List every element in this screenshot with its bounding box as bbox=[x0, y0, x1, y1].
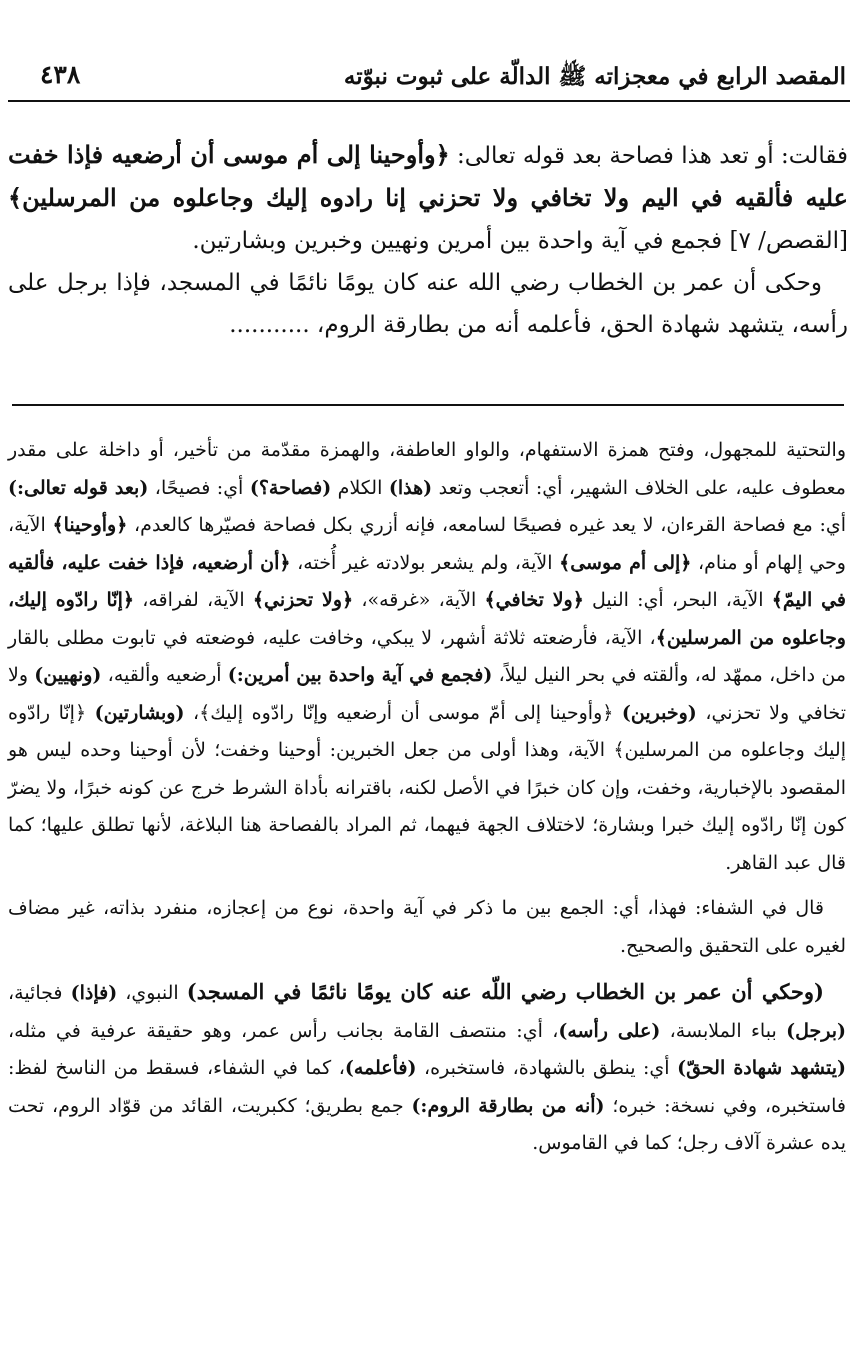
bold-lemma: (أنه من بطارقة الروم:) bbox=[411, 1094, 605, 1117]
bold-lemma: (يتشهد شهادة الحقّ) bbox=[677, 1057, 846, 1079]
commentary-run: ، أي: منتصف القامة بجانب رأس عمر، وهو حقيقة عرفية في مثله، bbox=[8, 1019, 559, 1042]
commentary-run: ولا تخافي ولا تحزني، bbox=[8, 664, 846, 724]
bold-lemma: (فأعلمه) bbox=[344, 1057, 417, 1079]
commentary-run: ، الآية، فأرضعته ثلاثة أشهر، لا يبكي، وخافت عليه، فوضعته في تابوت مطلى بالقار من داخل، ممهّد له، وألقته في بحر النيل ليلاً، bbox=[8, 626, 846, 686]
commentary-run: أي: فصيحًا، bbox=[148, 476, 250, 499]
footnote-separator bbox=[12, 404, 844, 406]
bold-lemma: (على رأسه) bbox=[558, 1019, 661, 1042]
running-header bbox=[8, 56, 850, 102]
commentary bbox=[8, 432, 846, 1163]
commentary-paragraph-3 bbox=[8, 973, 846, 1163]
bold-lemma: (فجمع في آية واحدة بين أمرين:) bbox=[227, 664, 493, 686]
commentary-run: الآية، لفراقه، bbox=[134, 589, 253, 611]
commentary-run: الآية، وحي إلهام أو منام، bbox=[8, 514, 846, 574]
commentary-run: الكلام bbox=[331, 476, 389, 499]
bold-lemma: ﴿ولا تحزني﴾ bbox=[252, 589, 354, 611]
main-text bbox=[8, 134, 848, 346]
bold-lemma: (هذا) bbox=[388, 476, 433, 499]
commentary-run: الآية، ولم يشعر بولادته غير أُخته، bbox=[290, 551, 560, 574]
bold-lemma: (وبشارتين) bbox=[94, 701, 185, 724]
bold-lemma: (بعد قوله تعالى:) bbox=[8, 476, 149, 499]
commentary-paragraph-1 bbox=[8, 432, 846, 882]
commentary-run: أي: ينطق بالشهادة، فاستخبره، bbox=[416, 1057, 678, 1079]
commentary-run: فجائية، bbox=[8, 982, 71, 1004]
commentary-run: أي: مع فصاحة القرءان، لا يعد غيره فصيحًا لسامعه، فإنه أزري بكل فصاحة فصيّرها كالعدم، bbox=[127, 514, 846, 536]
commentary-run: ﴿إنّا رادّوه إليك وجاعلوه من المرسلين﴾ الآية، وهذا أولى من جعل الخبرين: أوحينا وخفت؛ لأن أوحينا وحده ليس هو المقصود بالإخبارية، وخفت، وإن كان خبرًا في الأصل لكنه، باقترانه بأداة الشرط خرج عن كونه خبرًا، ولا يضرّ كون إنّا رادّوه إليك خبرا وبشارة؛ لاختلاف الجهة فيهما، ثم المراد بالفصاحة هنا البلاغة، لأنها تطلق عليها؛ كما قال عبد القاهر. bbox=[8, 701, 846, 874]
main-text-conclusion: [القصص/ ٧] فجمع في آية واحدة بين أمرين ونهيين وخبرين وبشارتين. bbox=[192, 228, 848, 254]
bold-lemma: (برجل) bbox=[786, 1019, 846, 1042]
bold-lemma: ﴿أن أرضعيه، فإذا خفت عليه، فألقيه في اليمّ﴾ bbox=[8, 551, 846, 611]
bold-lemma: ﴿إلى أم موسى﴾ bbox=[559, 551, 692, 574]
main-paragraph-2: وحكى أن عمر بن الخطاب رضي الله عنه كان يومًا نائمًا في المسجد، فإذا برجل على رأسه، يتشهد شهادة الحق، فأعلمه أنه من بطارقة الروم، ........... bbox=[8, 270, 848, 338]
main-text-intro: فقالت: أو تعد هذا فصاحة بعد قوله تعالى: bbox=[449, 143, 848, 169]
bold-lemma: (ونهيين) bbox=[34, 664, 102, 686]
commentary-run: ، كما في الشفاء، فسقط من الناسخ لفظ: فاستخبره، وفي نسخة: خبره؛ bbox=[8, 1057, 846, 1117]
page-number: ٤٣٨ bbox=[40, 60, 81, 89]
bold-lemma: ﴿ولا تخافي﴾ bbox=[484, 589, 584, 611]
bold-lemma: (فصاحة؟) bbox=[249, 476, 332, 499]
bold-lemma: (وحكي أن عمر بن الخطاب رضي اللّه عنه كان يومًا نائمًا في المسجد) bbox=[186, 979, 824, 1004]
commentary-run: الآية، «غرقه»، bbox=[353, 589, 485, 611]
commentary-run: الآية، البحر، أي: النيل bbox=[583, 589, 772, 611]
commentary-run: ﴿وأوحينا إلى أمّ موسى أن أرضعيه وإنّا رادّوه إليك﴾، bbox=[184, 701, 622, 724]
commentary-run: النبوي، bbox=[117, 982, 187, 1004]
bold-lemma: ﴿إنّا رادّوه إليك، وجاعلوه من المرسلين﴾ bbox=[8, 589, 846, 649]
bold-lemma: ﴿وأوحينا﴾ bbox=[52, 514, 128, 536]
bold-lemma: (فإذا) bbox=[70, 982, 118, 1004]
bold-lemma: (وخبرين) bbox=[621, 701, 697, 724]
commentary-paragraph-2: قال في الشفاء: فهذا، أي: الجمع بين ما ذكر في آية واحدة، نوع من إعجازه، منفرد بذاته، غير مضاف لغيره على التحقيق والصحيح. bbox=[8, 897, 846, 957]
main-paragraph-1 bbox=[8, 134, 848, 262]
commentary-run: أرضعيه وألقيه، bbox=[101, 664, 228, 686]
commentary-run: بباء الملابسة، bbox=[660, 1019, 787, 1042]
commentary-run: جمع بطريق؛ ككبريت، القائد من قوّاد الروم، تحت يده عشرة آلاف رجل؛ كما في القاموس. bbox=[8, 1094, 846, 1154]
commentary-run: والتحتية للمجهول، وفتح همزة الاستفهام، والواو العاطفة، والهمزة مقدّمة من تأخير، أو داخلة على مقدر معطوف عليه، على الخلاف الشهير، أي: أتعجب وتعد bbox=[8, 439, 846, 499]
running-title: المقصد الرابع في معجزاته ﷺ الدالّة على ثبوت نبوّته bbox=[343, 63, 846, 90]
quran-verse: ﴿وأوحينا إلى أم موسى أن أرضعيه فإذا خفت عليه فألقيه في اليم ولا تخافي ولا تحزني إنا رادوه إليك وجاعلوه من المرسلين﴾ bbox=[8, 140, 848, 212]
